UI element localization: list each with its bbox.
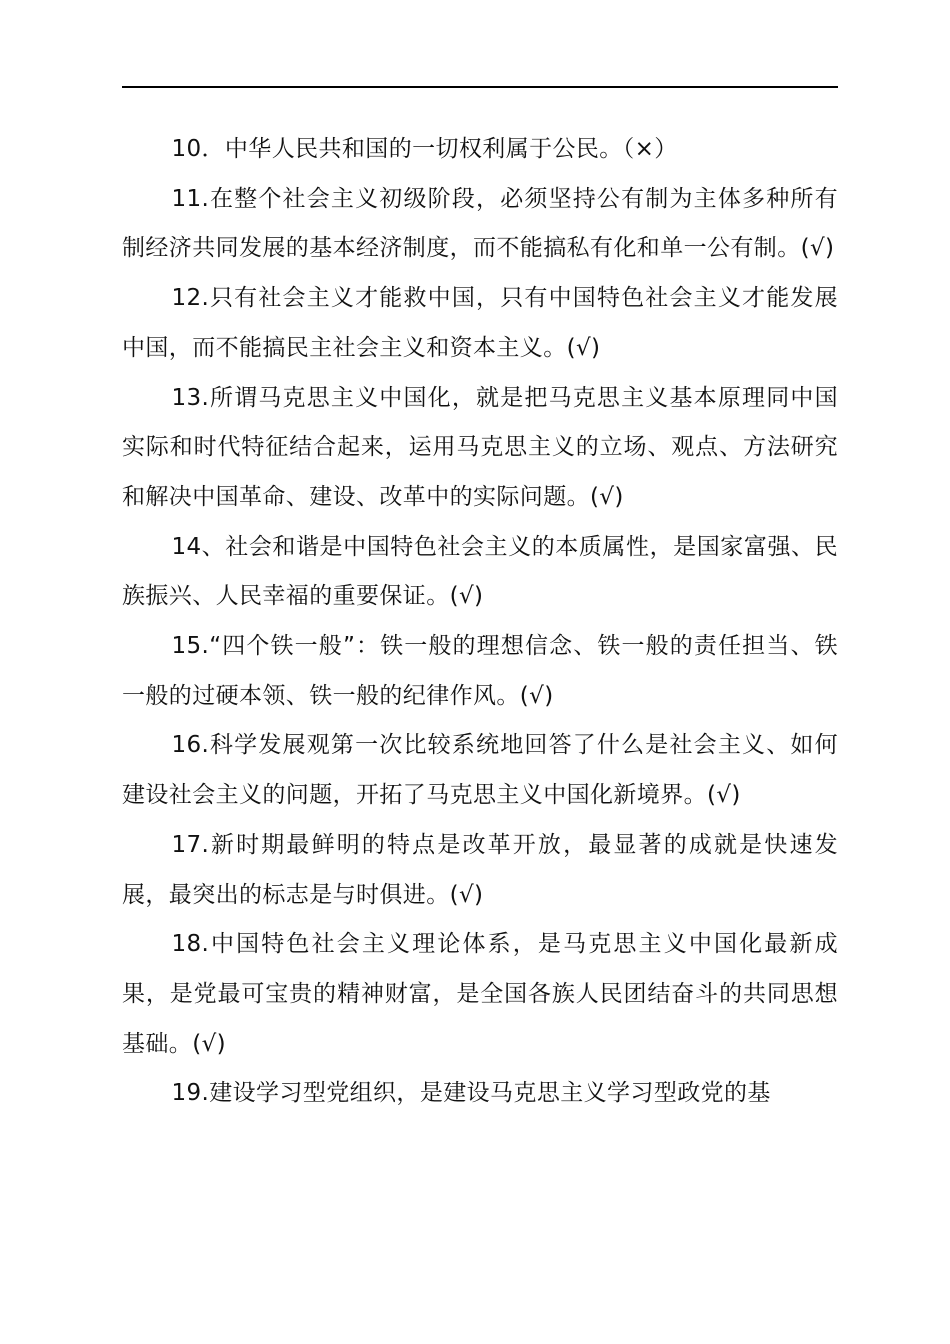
question-item-18: 18.中国特色社会主义理论体系，是马克思主义中国化最新成果，是党最可宝贵的精神财富，是全国各族人民团结奋斗的共同思想基础。(√) bbox=[122, 931, 838, 1057]
question-item-10: 10．中华人民共和国的一切权利属于公民。（×） bbox=[171, 136, 678, 162]
question-item-16: 16.科学发展观第一次比较系统地回答了什么是社会主义、如何建设社会主义的问题，开拓了马克思主义中国化新境界。(√) bbox=[122, 732, 838, 809]
question-item-12: 12.只有社会主义才能救中国，只有中国特色社会主义才能发展中国，而不能搞民主社会主义和资本主义。(√) bbox=[122, 285, 838, 361]
question-item-17: 17.新时期最鲜明的特点是改革开放，最显著的成就是快速发展，最突出的标志是与时俱进。(√) bbox=[122, 831, 838, 908]
question-item-13: 13.所谓马克思主义中国化，就是把马克思主义基本原理同中国实际和时代特征结合起来，运用马克思主义的立场、观点、方法研究和解决中国革命、建设、改革中的实际问题。(√) bbox=[122, 384, 838, 510]
header-rule bbox=[122, 86, 838, 88]
question-item-19: 19.建设学习型党组织，是建设马克思主义学习型政党的基 bbox=[171, 1080, 771, 1107]
question-item-11: 11.在整个社会主义初级阶段，必须坚持公有制为主体多种所有制经济共同发展的基本经济制度，而不能搞私有化和单一公有制。(√) bbox=[122, 185, 838, 262]
document-body bbox=[122, 125, 838, 1119]
question-item-15: 15.“四个铁一般”：铁一般的理想信念、铁一般的责任担当、铁一般的过硬本领、铁一般的纪律作风。(√) bbox=[122, 633, 838, 709]
question-item-14: 14、社会和谐是中国特色社会主义的本质属性，是国家富强、民族振兴、人民幸福的重要保证。(√) bbox=[122, 533, 838, 610]
